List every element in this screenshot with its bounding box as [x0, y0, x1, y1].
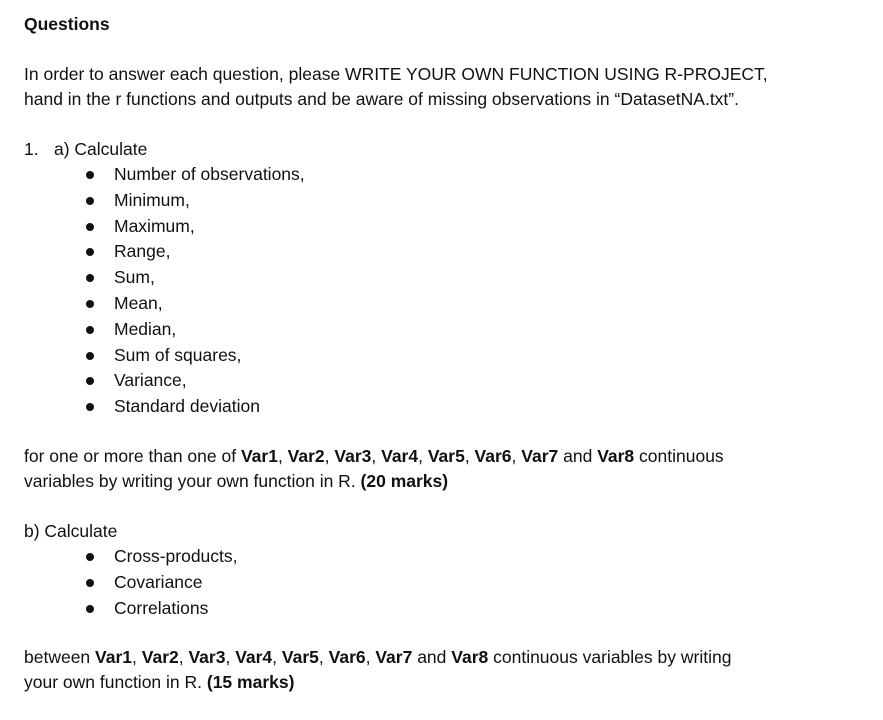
list-item-text: Maximum, — [114, 215, 195, 236]
sentence-prefix: for one or more than one of — [24, 445, 241, 466]
list-item — [24, 162, 844, 188]
separator: , — [365, 647, 376, 668]
part-b-label: b) Calculate — [24, 520, 118, 541]
variable-name: Var5 — [427, 445, 465, 466]
list-item-text: Sum of squares, — [114, 344, 242, 365]
bullet-icon — [86, 579, 94, 587]
variable-name: Var2 — [141, 647, 179, 668]
separator: , — [272, 647, 282, 668]
variable-name: Var3 — [334, 445, 372, 466]
separator: , — [178, 647, 189, 668]
question-number: 1. — [24, 139, 39, 159]
separator: and — [558, 445, 598, 466]
list-item-text: Covariance — [114, 571, 203, 592]
list-item-text: Standard deviation — [114, 396, 260, 417]
separator: , — [464, 445, 475, 466]
bullet-icon — [86, 171, 94, 179]
list-item-text: Correlations — [114, 597, 209, 618]
variable-name: Var7 — [375, 647, 413, 668]
part-b-heading — [24, 519, 844, 544]
variable-name: Var1 — [95, 647, 133, 668]
variable-name: Var5 — [281, 647, 319, 668]
bullet-icon — [86, 553, 94, 561]
separator: , — [418, 445, 428, 466]
part-a-desc-line-2 — [24, 469, 844, 494]
sentence-prefix: between — [24, 647, 96, 668]
intro-paragraph — [24, 62, 844, 112]
variable-name: Var6 — [474, 445, 512, 466]
list-item — [24, 265, 844, 291]
list-item — [24, 596, 844, 622]
part-a-desc-line-1 — [24, 444, 844, 469]
bullet-icon — [86, 197, 94, 205]
separator: and — [412, 647, 452, 668]
separator: , — [324, 445, 335, 466]
question-1-a-heading — [24, 137, 844, 162]
list-item — [24, 214, 844, 240]
bullet-icon — [86, 605, 94, 613]
separator: , — [371, 445, 382, 466]
document-page — [24, 12, 844, 720]
list-item — [24, 544, 844, 570]
list-item — [24, 291, 844, 317]
bullet-icon — [86, 326, 94, 334]
part-b-desc-text: your own function in R. — [24, 672, 207, 693]
intro-line-1: In order to answer each question, please WRITE YOUR OWN FUNCTION USING R-PROJECT, — [24, 64, 768, 84]
variable-name: Var3 — [188, 647, 226, 668]
part-b-list — [24, 544, 844, 621]
variable-name: Var4 — [381, 445, 419, 466]
part-a-desc-text: variables by writing your own function in R. — [24, 470, 361, 491]
part-a-description — [24, 444, 844, 494]
list-item-text: Sum, — [114, 267, 155, 288]
variable-name: Var2 — [287, 445, 325, 466]
part-b-desc-line-2 — [24, 670, 844, 695]
list-item-text: Cross-products, — [114, 545, 238, 566]
part-b-description — [24, 645, 844, 695]
part-a-label: a) Calculate — [54, 139, 148, 159]
bullet-icon — [86, 274, 94, 282]
sentence-suffix: continuous — [634, 445, 724, 466]
sentence-suffix: continuous variables by writing — [488, 647, 732, 668]
variable-name: Var4 — [235, 647, 273, 668]
bullet-icon — [86, 248, 94, 256]
list-item — [24, 394, 844, 420]
variable-name: Var1 — [240, 445, 278, 466]
bullet-icon — [86, 300, 94, 308]
list-item-text: Mean, — [114, 292, 163, 313]
list-item — [24, 368, 844, 394]
variable-name: Var8 — [451, 647, 489, 668]
separator: , — [318, 647, 329, 668]
part-b-marks: (15 marks) — [206, 672, 295, 693]
intro-line-2: hand in the r functions and outputs and be aware of missing observations in “DatasetNA.txt”. — [24, 89, 739, 109]
part-a-list — [24, 162, 844, 420]
separator: , — [277, 445, 288, 466]
separator: , — [132, 647, 142, 668]
list-item — [24, 570, 844, 596]
separator: , — [511, 445, 522, 466]
list-item-text: Range, — [114, 241, 171, 262]
variable-name: Var7 — [521, 445, 559, 466]
separator: , — [225, 647, 236, 668]
list-item — [24, 343, 844, 369]
bullet-icon — [86, 223, 94, 231]
part-a-marks: (20 marks) — [360, 470, 449, 491]
list-item — [24, 188, 844, 214]
variable-name: Var6 — [328, 647, 366, 668]
list-item-text: Minimum, — [114, 189, 190, 210]
page-title: Questions — [24, 14, 110, 34]
list-item-text: Number of observations, — [114, 164, 305, 184]
bullet-icon — [86, 377, 94, 385]
list-item-text: Median, — [114, 318, 177, 339]
list-item — [24, 239, 844, 265]
bullet-icon — [86, 352, 94, 360]
variable-name: Var8 — [597, 445, 635, 466]
list-item — [24, 317, 844, 343]
list-item-text: Variance, — [114, 370, 187, 391]
bullet-icon — [86, 403, 94, 411]
part-b-desc-line-1 — [24, 645, 844, 670]
